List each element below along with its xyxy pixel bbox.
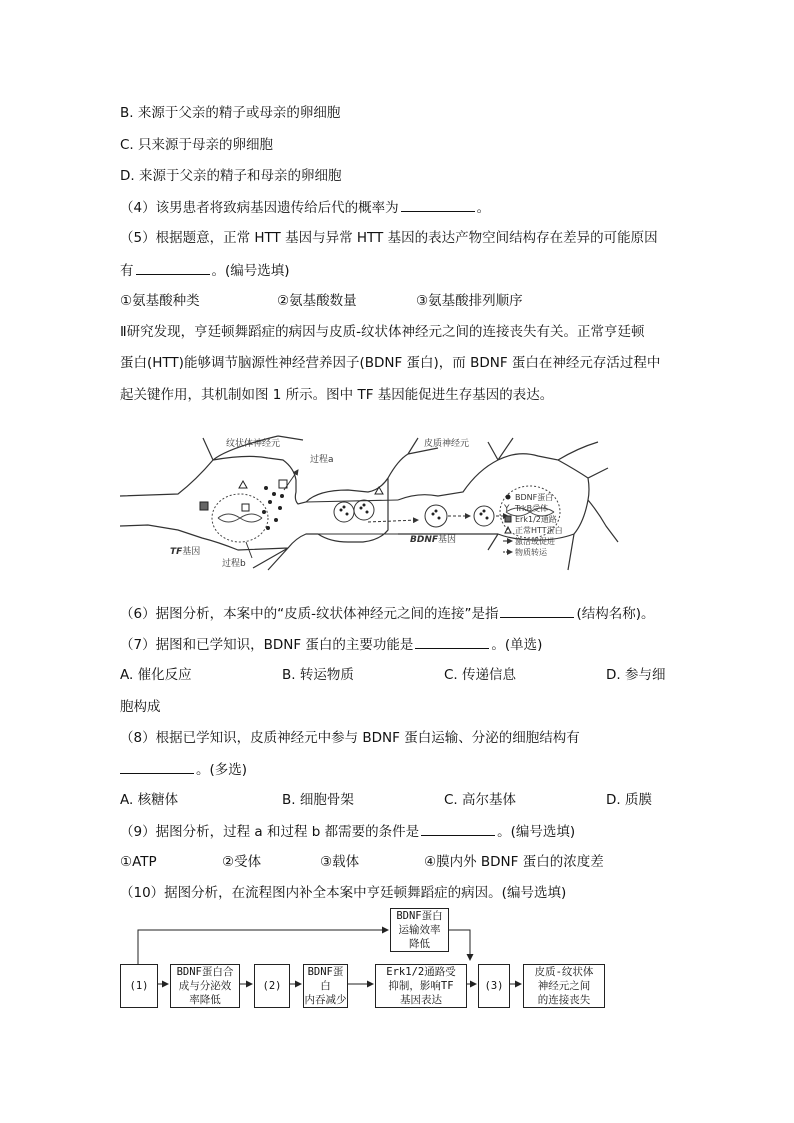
striatal-neuron-label: 纹状体神经元 — [226, 439, 281, 449]
q6-end: (结构名称)。 — [576, 606, 655, 622]
q9-text: （9）据图分析，过程 a 和过程 b 都需要的条件是 — [120, 824, 420, 840]
q5-text: 有 — [120, 263, 134, 279]
answer-blank[interactable] — [136, 261, 210, 275]
answer-blank[interactable] — [120, 760, 194, 774]
q4-text: （4）该男患者将致病基因遗传给后代的概率为 — [120, 200, 399, 216]
figure-legend — [503, 492, 563, 557]
answer-blank[interactable] — [421, 822, 495, 836]
flow-box-erk-pathway: Erk1/2通路受 抑制，影响TF 基因表达 — [375, 964, 467, 1008]
q7-option-d-cont: 胞构成 — [120, 699, 161, 715]
question-8: （8）根据已学知识，皮质神经元中参与 BDNF 蛋白运输、分泌的细胞结构有 — [120, 730, 580, 746]
q7-option-c: C. 传递信息 — [444, 667, 517, 683]
q9-option-2: ②受体 — [222, 854, 262, 870]
answer-blank[interactable] — [500, 604, 574, 618]
flow-box-connection-loss: 皮质-纹状体 神经元之间 的连接丧失 — [523, 964, 605, 1008]
q9-end: 。(编号选填) — [497, 824, 576, 840]
q6-text: （6）据图分析，本案中的“皮质-纹状体神经元之间的连接”是指 — [120, 606, 499, 622]
paragraph-2-line3: 起关键作用，其机制如图 1 所示。图中 TF 基因能促进生存基因的表达。 — [120, 387, 554, 403]
question-5: （5）根据题意，正常 HTT 基因与异常 HTT 基因的表达产物空间结构存在差异的可能原因 — [120, 230, 658, 246]
bdnf-gene-label: BDNF基因 — [410, 535, 457, 545]
q7-option-a: A. 催化反应 — [120, 667, 192, 683]
question-7 — [120, 635, 542, 654]
flow-box-transport-efficiency: BDNF蛋白 运输效率 降低 — [390, 908, 449, 952]
option-b: B. 来源于父亲的精子或母亲的卵细胞 — [120, 105, 341, 121]
q8-option-b: B. 细胞骨架 — [282, 792, 354, 808]
option-d: D. 来源于父亲的精子和母亲的卵细胞 — [120, 168, 342, 184]
q7-end: 。(单选) — [491, 637, 543, 653]
option-c: C. 只来源于母亲的卵细胞 — [120, 137, 274, 153]
question-10: （10）据图分析，在流程图内补全本案中亨廷顿舞蹈症的病因。(编号选填) — [120, 885, 567, 901]
cortical-neuron-label: 皮质神经元 — [424, 439, 470, 449]
process-b-label: 过程b — [222, 559, 246, 569]
svg-text:物质转运: 物质转运 — [515, 548, 547, 557]
q5-option-1: ①氨基酸种类 — [120, 293, 200, 309]
question-5-cont — [120, 261, 290, 280]
question-9 — [120, 822, 575, 841]
q5-end: 。(编号选填) — [211, 263, 290, 279]
q5-option-3: ③氨基酸排列顺序 — [416, 293, 523, 309]
flow-box-blank-3[interactable]: (3) — [478, 964, 510, 1008]
figure-1-neuron-diagram — [118, 430, 688, 580]
process-a-label: 过程a — [310, 455, 334, 465]
svg-text:正常HTT蛋白: 正常HTT蛋白 — [515, 526, 563, 535]
flow-box-blank-2[interactable]: (2) — [254, 964, 290, 1008]
q7-text: （7）据图和已学知识，BDNF 蛋白的主要功能是 — [120, 637, 414, 653]
q5-option-2: ②氨基酸数量 — [277, 293, 357, 309]
q8-option-d: D. 质膜 — [606, 792, 652, 808]
question-4 — [120, 198, 490, 217]
q8-option-a: A. 核糖体 — [120, 792, 179, 808]
paragraph-2-line2: 蛋白(HTT)能够调节脑源性神经营养因子(BDNF 蛋白)，而 BDNF 蛋白在神经元存活过程中 — [120, 355, 661, 371]
flow-box-endocytosis: BDNF蛋白 内吞减少 — [304, 966, 347, 1006]
flow-box-blank-1[interactable]: (1) — [120, 964, 158, 1008]
q9-option-1: ①ATP — [120, 854, 157, 870]
cause-flowchart — [118, 908, 618, 1020]
q8-option-c: C. 高尔基体 — [444, 792, 517, 808]
paragraph-2-line1: Ⅱ研究发现，亨廷顿舞蹈症的病因与皮质-纹状体神经元之间的连接丧失有关。正常亨廷顿 — [120, 324, 645, 340]
answer-blank[interactable] — [415, 635, 489, 649]
svg-text:TrkB受体: TrkB受体 — [515, 504, 549, 513]
q8-end: 。(多选) — [196, 762, 248, 778]
q9-option-3: ③载体 — [320, 854, 360, 870]
svg-text:BDNF蛋白: BDNF蛋白 — [515, 493, 554, 502]
answer-blank[interactable] — [401, 198, 475, 212]
q7-option-d: D. 参与细 — [606, 667, 666, 683]
flow-box-bdnf-synthesis: BDNF蛋白合 成与分泌效 率降低 — [170, 964, 240, 1008]
svg-text:激活或促进: 激活或促进 — [515, 537, 555, 546]
svg-text:Erk1/2通路: Erk1/2通路 — [515, 515, 557, 524]
tf-gene-label: TF基因 — [170, 547, 201, 557]
question-6 — [120, 604, 655, 623]
question-8-cont — [120, 760, 247, 779]
svg-text:Y: Y — [504, 504, 510, 514]
q7-option-b: B. 转运物质 — [282, 667, 354, 683]
q4-end: 。 — [476, 200, 491, 216]
q9-option-4: ④膜内外 BDNF 蛋白的浓度差 — [424, 854, 604, 870]
